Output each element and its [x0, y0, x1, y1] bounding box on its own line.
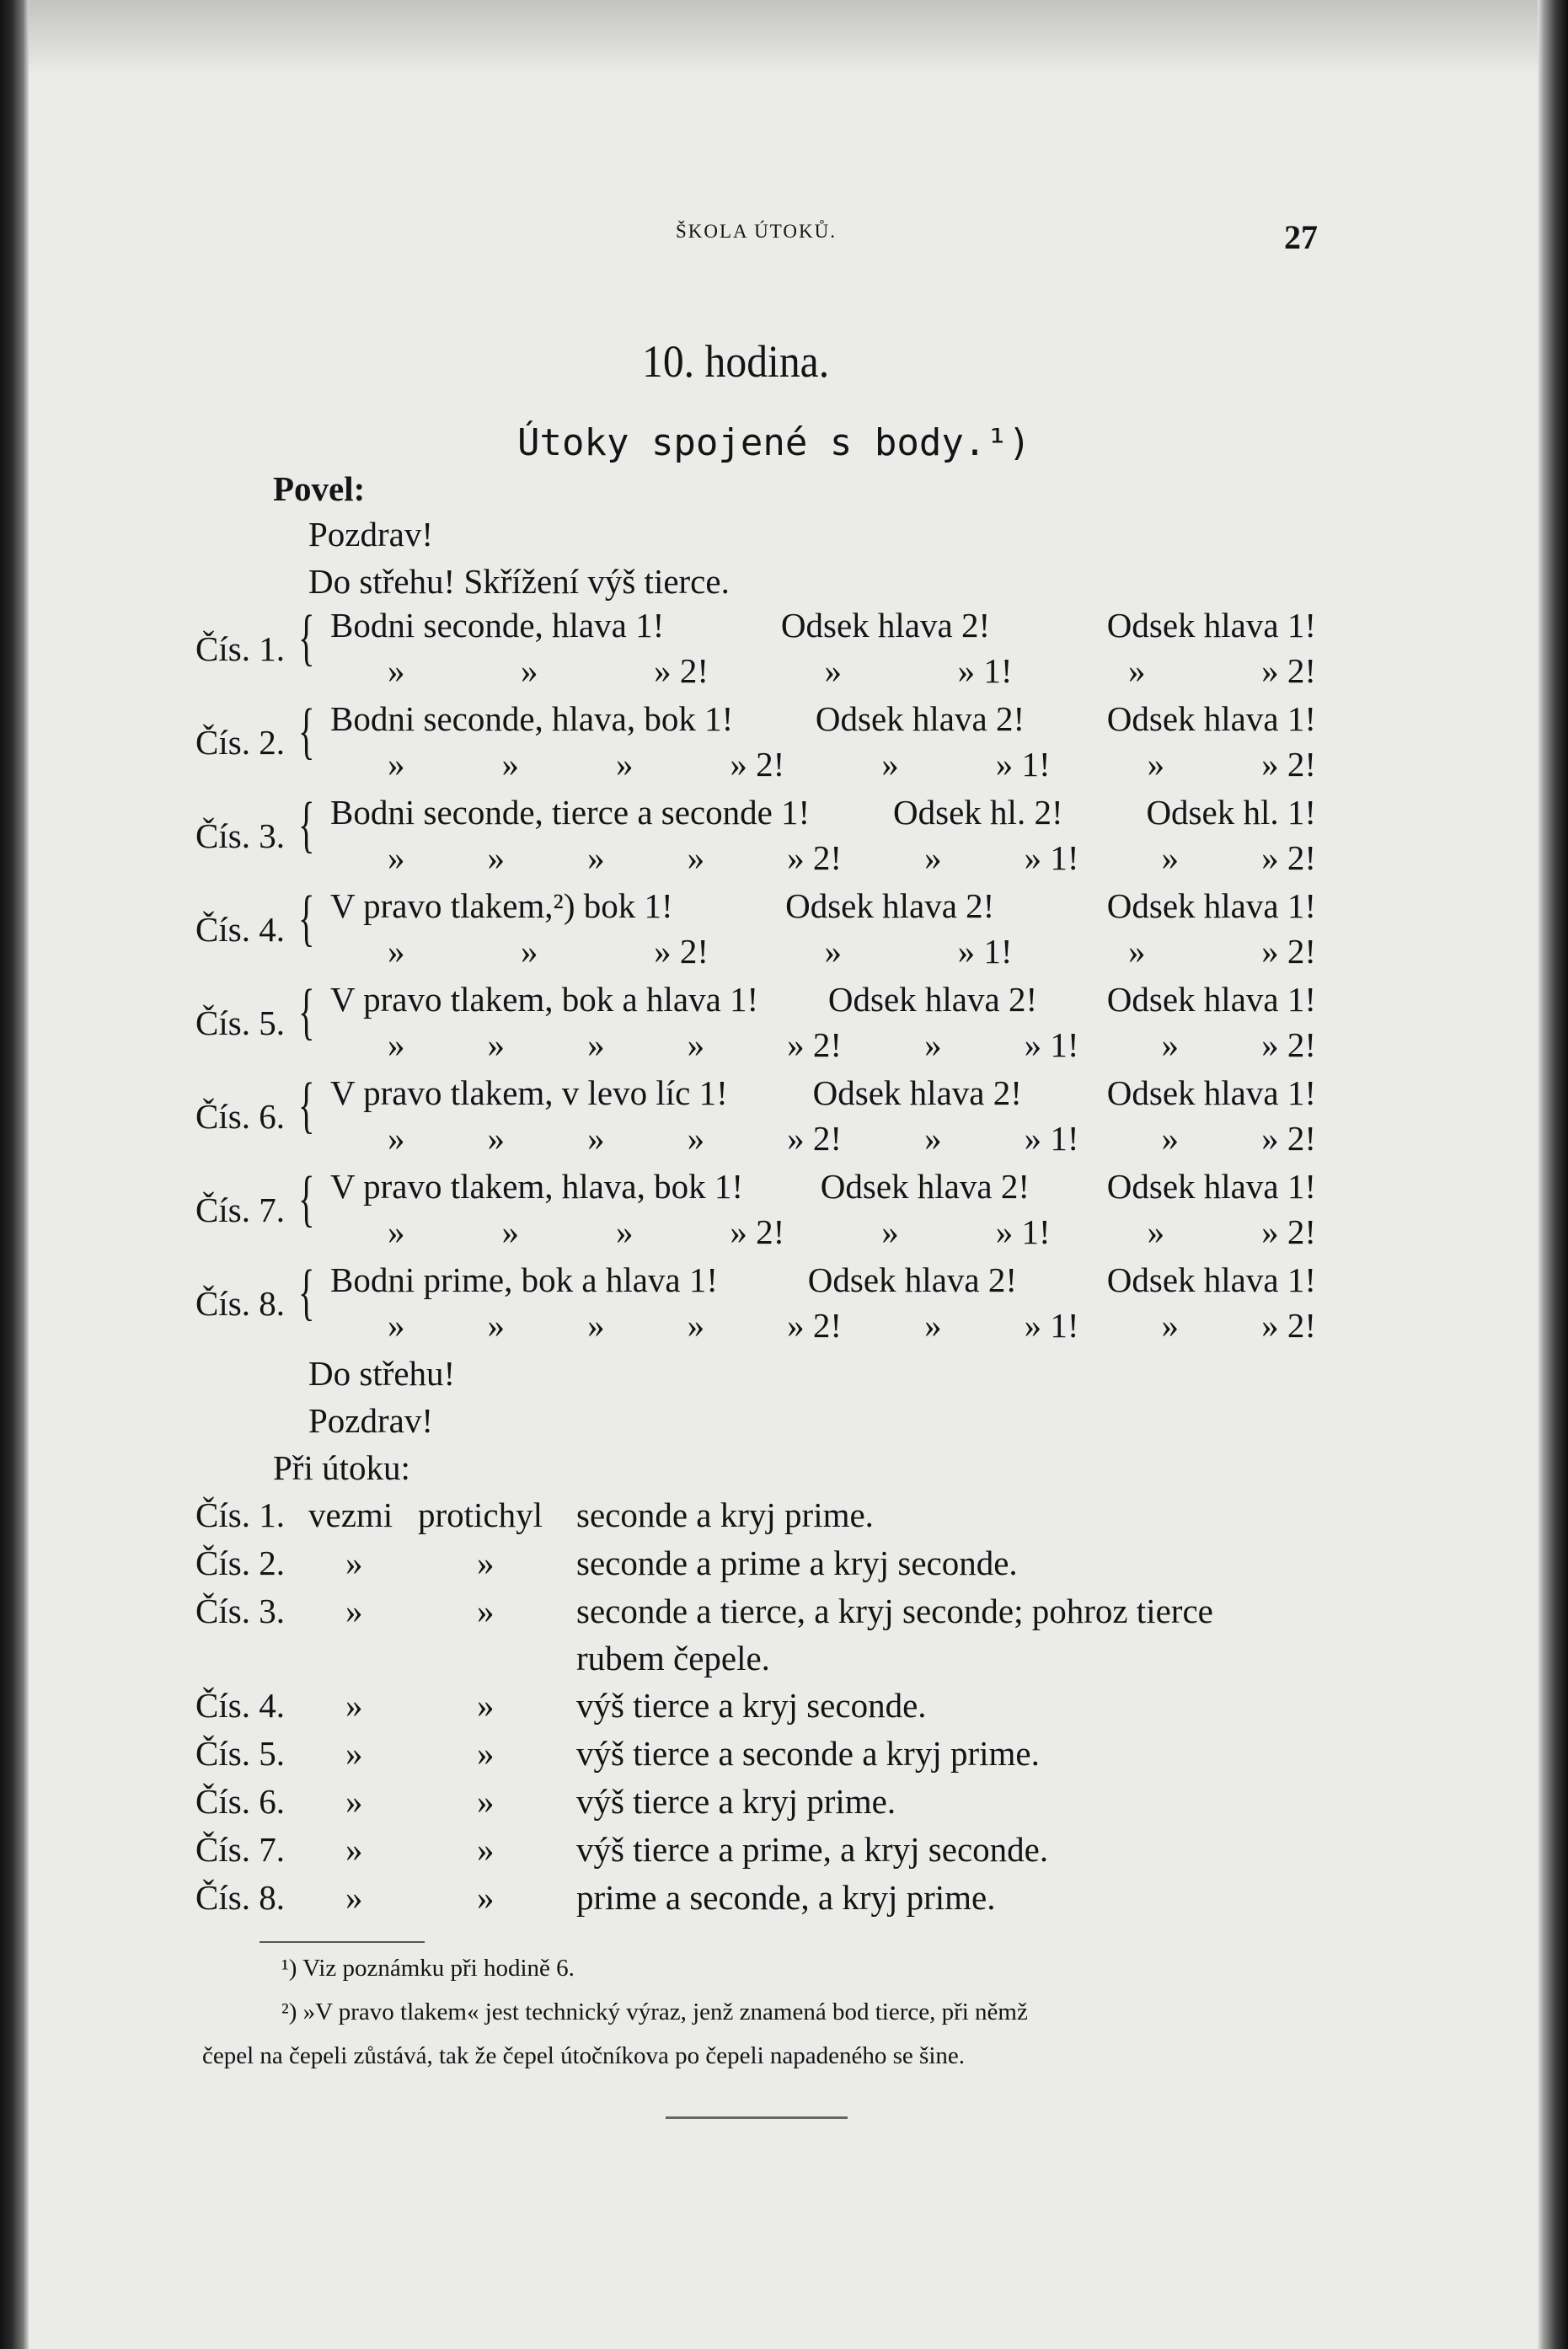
command-phrase: Odsek hlava 1!: [1106, 980, 1316, 1019]
exercise-label: Čís. 3.: [195, 816, 285, 855]
ditto-mark: » 2!: [787, 1025, 843, 1064]
ditto-mark: »: [687, 1306, 705, 1345]
exercise-label: Čís. 7.: [195, 1191, 285, 1229]
brace-glyph: {: [298, 977, 315, 1046]
command-phrase: V pravo tlakem,²) bok 1!: [330, 886, 673, 925]
exercise-label: Čís. 4.: [195, 910, 285, 949]
ditto-mark: »: [487, 1025, 506, 1064]
exercise-label: Čís. 8.: [195, 1284, 285, 1323]
ditto-mark: » 2!: [1261, 838, 1316, 877]
exercise-command-line: [330, 698, 1316, 739]
command-phrase: Odsek hl. 1!: [1146, 793, 1316, 832]
ditto-mark: » 1!: [1024, 1119, 1079, 1158]
attack-parry: »: [477, 1830, 495, 1869]
page-number: 27: [1284, 218, 1318, 256]
command-phrase: Bodni seconde, tierce a seconde 1!: [330, 793, 811, 832]
ditto-mark: »: [1161, 1025, 1180, 1064]
attack-verb: »: [345, 1830, 363, 1869]
ditto-mark: » 2!: [787, 1306, 843, 1345]
brace-glyph: {: [298, 1071, 315, 1140]
attack-text: seconde a kryj prime.: [576, 1496, 874, 1534]
ditto-mark: »: [924, 1025, 942, 1064]
exercise-label: Čís. 1.: [195, 629, 285, 668]
command-phrase: Bodni prime, bok a hlava 1!: [330, 1260, 719, 1299]
ditto-mark: »: [881, 745, 899, 784]
exercise-ditto-line: [388, 744, 1316, 784]
ditto-mark: » 2!: [787, 838, 843, 877]
ditto-mark: »: [824, 932, 843, 971]
command-phrase: Odsek hlava 2!: [807, 1260, 1017, 1299]
ditto-mark: » 1!: [1024, 838, 1079, 877]
exercise-label: Čís. 2.: [195, 723, 285, 762]
ditto-mark: »: [687, 838, 705, 877]
attack-text: seconde a tierce, a kryj seconde; pohroz tierce: [576, 1592, 1213, 1630]
command-phrase: Bodni seconde, hlava 1!: [330, 606, 665, 645]
attack-heading: Při útoku:: [273, 1448, 410, 1487]
exercise-ditto-line: [388, 931, 1316, 971]
brace-glyph: {: [298, 1164, 315, 1233]
ditto-mark: »: [1147, 745, 1165, 784]
command-phrase: Odsek hlava 1!: [1106, 1260, 1316, 1299]
ditto-mark: »: [1161, 1306, 1180, 1345]
exercise-ditto-line: [388, 1118, 1316, 1158]
ditto-mark: » 2!: [654, 651, 709, 690]
exercise-ditto-line: [388, 1212, 1316, 1252]
ditto-mark: » 2!: [730, 1212, 785, 1251]
ditto-mark: » 1!: [995, 1212, 1051, 1251]
ditto-mark: »: [388, 745, 405, 784]
ditto-mark: »: [587, 1306, 605, 1345]
page-top-shadow: [0, 0, 1568, 76]
ditto-mark: » 1!: [957, 932, 1013, 971]
ditto-mark: »: [388, 932, 405, 971]
ditto-mark: » 2!: [1261, 932, 1316, 971]
ditto-mark: »: [388, 1306, 405, 1345]
attack-text: výš tierce a seconde a kryj prime.: [576, 1734, 1040, 1773]
attack-parry: protichyl: [418, 1496, 543, 1534]
footnote-2: ²) »V pravo tlakem« jest technický výraz, jenž znamená bod tierce, při němž: [281, 1999, 1028, 2025]
command-phrase: Odsek hlava 2!: [820, 1167, 1030, 1206]
ditto-mark: »: [487, 1306, 506, 1345]
attack-text: seconde a prime a kryj seconde.: [576, 1544, 1018, 1582]
ditto-mark: » 2!: [1261, 1212, 1316, 1251]
ditto-mark: »: [687, 1119, 705, 1158]
ditto-mark: » 1!: [1024, 1306, 1079, 1345]
footnote-2-continued: čepel na čepeli zůstává, tak že čepel útočníkova po čepeli napadeného se šine.: [202, 2042, 966, 2069]
attack-parry: »: [477, 1782, 495, 1821]
attack-label: Čís. 3.: [195, 1592, 285, 1630]
attack-parry: »: [477, 1878, 495, 1917]
ditto-mark: »: [1161, 1119, 1180, 1158]
ditto-mark: »: [587, 838, 605, 877]
page-right-edge: [1538, 0, 1568, 2349]
attack-text: výš tierce a kryj prime.: [576, 1782, 896, 1821]
attack-label: Čís. 6.: [195, 1782, 285, 1821]
attack-label: Čís. 5.: [195, 1734, 285, 1773]
ditto-mark: »: [521, 932, 538, 971]
command-phrase: Odsek hlava 1!: [1106, 606, 1316, 645]
ditto-mark: »: [487, 838, 506, 877]
footnote-1: ¹) Viz poznámku při hodině 6.: [281, 1955, 575, 1982]
ditto-mark: » 2!: [654, 932, 709, 971]
brace-glyph: {: [298, 1258, 315, 1327]
attack-text: prime a seconde, a kryj prime.: [576, 1878, 996, 1917]
exercise-label: Čís. 6.: [195, 1097, 285, 1136]
brace-glyph: {: [298, 790, 315, 859]
command-phrase: Odsek hlava 2!: [785, 886, 995, 925]
attack-parry: »: [477, 1592, 495, 1630]
ditto-mark: » 2!: [1261, 1119, 1316, 1158]
closing-line: Pozdrav!: [308, 1401, 434, 1440]
attack-label: Čís. 7.: [195, 1830, 285, 1869]
command-phrase: Odsek hlava 2!: [812, 1073, 1022, 1112]
ditto-mark: » 2!: [1261, 651, 1316, 690]
ditto-mark: » 2!: [1261, 1025, 1316, 1064]
attack-verb: »: [345, 1592, 363, 1630]
brace-glyph: {: [298, 884, 315, 953]
ditto-mark: »: [924, 1119, 942, 1158]
end-divider: [666, 2116, 848, 2119]
exercise-command-line: [330, 1166, 1316, 1207]
attack-verb: vezmi: [308, 1496, 393, 1534]
section-title: Útoky spojené s body.¹): [517, 421, 1031, 464]
ditto-mark: »: [687, 1025, 705, 1064]
ditto-mark: »: [1128, 932, 1146, 971]
ditto-mark: »: [388, 1119, 405, 1158]
attack-parry: »: [477, 1544, 495, 1582]
command-phrase: V pravo tlakem, v levo líc 1!: [330, 1073, 728, 1112]
footnote-divider: [260, 1941, 425, 1943]
attack-text: výš tierce a kryj seconde.: [576, 1686, 927, 1725]
ditto-mark: »: [501, 1212, 519, 1251]
exercise-command-line: [330, 792, 1316, 832]
exercise-command-line: [330, 886, 1316, 926]
running-head: ŠKOLA ÚTOKŮ.: [676, 221, 837, 242]
attack-verb: »: [345, 1544, 363, 1582]
attack-verb: »: [345, 1734, 363, 1773]
attack-text-continued: rubem čepele.: [576, 1639, 770, 1677]
attack-parry: »: [477, 1686, 495, 1725]
ditto-mark: » 1!: [995, 745, 1051, 784]
command-phrase: Bodni seconde, hlava, bok 1!: [330, 699, 734, 738]
command-heading: Povel:: [273, 469, 366, 508]
ditto-mark: »: [521, 651, 538, 690]
ditto-mark: »: [924, 1306, 942, 1345]
attack-label: Čís. 4.: [195, 1686, 285, 1725]
command-phrase: Odsek hlava 1!: [1106, 1073, 1316, 1112]
attack-verb: »: [345, 1782, 363, 1821]
command-phrase: Odsek hlava 1!: [1106, 699, 1316, 738]
command-phrase: Odsek hlava 2!: [827, 980, 1038, 1019]
ditto-mark: »: [615, 745, 634, 784]
exercise-command-line: [330, 1260, 1316, 1300]
attack-label: Čís. 2.: [195, 1544, 285, 1582]
ditto-mark: »: [615, 1212, 634, 1251]
closing-line: Do střehu!: [308, 1354, 456, 1393]
attack-text: výš tierce a prime, a kryj seconde.: [576, 1830, 1049, 1869]
ditto-mark: »: [1147, 1212, 1165, 1251]
ditto-mark: » 2!: [787, 1119, 843, 1158]
opening-line: Do střehu! Skřížení výš tierce.: [308, 562, 730, 601]
ditto-mark: » 2!: [1261, 745, 1316, 784]
ditto-mark: »: [388, 1025, 405, 1064]
attack-label: Čís. 1.: [195, 1496, 285, 1534]
chapter-title: 10. hodina.: [642, 336, 830, 387]
attack-label: Čís. 8.: [195, 1878, 285, 1917]
command-phrase: V pravo tlakem, bok a hlava 1!: [330, 980, 759, 1019]
exercise-ditto-line: [388, 650, 1316, 691]
ditto-mark: »: [1161, 838, 1180, 877]
command-phrase: V pravo tlakem, hlava, bok 1!: [330, 1167, 743, 1206]
ditto-mark: »: [1128, 651, 1146, 690]
ditto-mark: » 1!: [1024, 1025, 1079, 1064]
command-phrase: Odsek hlava 1!: [1106, 886, 1316, 925]
ditto-mark: »: [587, 1025, 605, 1064]
ditto-mark: »: [924, 838, 942, 877]
ditto-mark: »: [388, 838, 405, 877]
attack-verb: »: [345, 1686, 363, 1725]
page-left-edge: [0, 0, 29, 2349]
opening-line: Pozdrav!: [308, 515, 434, 554]
command-phrase: Odsek hlava 2!: [815, 699, 1025, 738]
exercise-command-line: [330, 1073, 1316, 1113]
ditto-mark: » 2!: [730, 745, 785, 784]
exercise-command-line: [330, 979, 1316, 1019]
ditto-mark: »: [487, 1119, 506, 1158]
ditto-mark: »: [824, 651, 843, 690]
exercise-label: Čís. 5.: [195, 1003, 285, 1042]
command-phrase: Odsek hl. 2!: [893, 793, 1063, 832]
ditto-mark: »: [881, 1212, 899, 1251]
ditto-mark: »: [388, 651, 405, 690]
command-phrase: Odsek hlava 2!: [780, 606, 991, 645]
brace-glyph: {: [298, 697, 315, 766]
attack-parry: »: [477, 1734, 495, 1773]
ditto-mark: »: [587, 1119, 605, 1158]
exercise-ditto-line: [388, 1305, 1316, 1346]
ditto-mark: »: [388, 1212, 405, 1251]
exercise-ditto-line: [388, 1025, 1316, 1065]
ditto-mark: » 1!: [957, 651, 1013, 690]
attack-verb: »: [345, 1878, 363, 1917]
exercise-ditto-line: [388, 837, 1316, 878]
brace-glyph: {: [298, 603, 315, 672]
ditto-mark: » 2!: [1261, 1306, 1316, 1345]
exercise-command-line: [330, 605, 1316, 645]
command-phrase: Odsek hlava 1!: [1106, 1167, 1316, 1206]
ditto-mark: »: [501, 745, 519, 784]
